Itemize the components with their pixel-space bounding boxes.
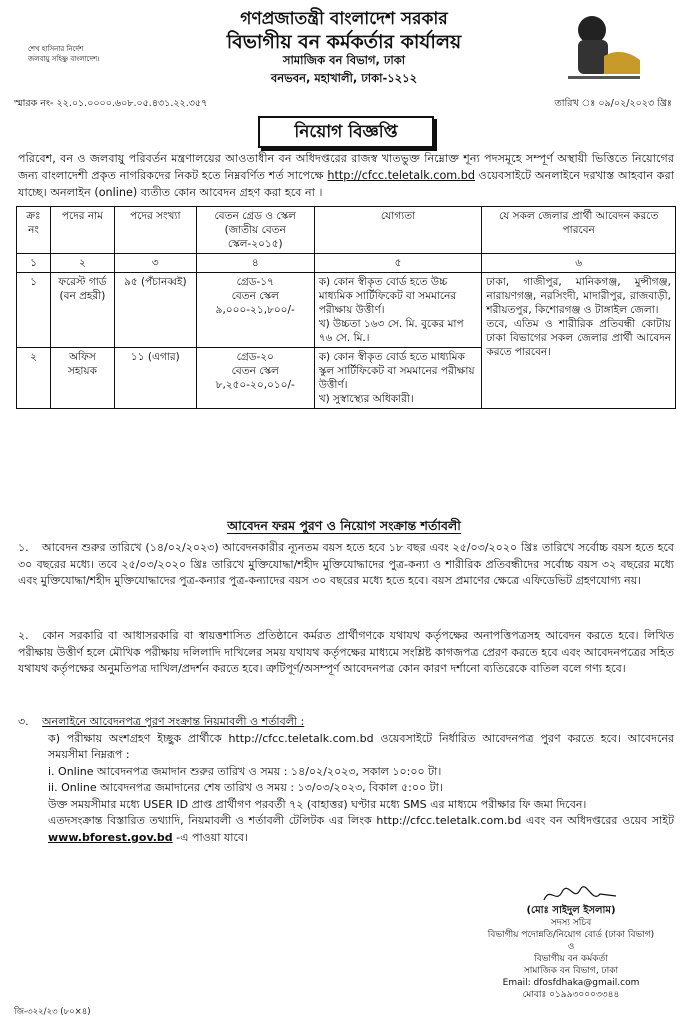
eligible-districts xyxy=(482,273,676,409)
header-government: গণপ্রজাতন্ত্রী বাংলাদেশ সরকার xyxy=(240,9,448,29)
condition-2-number: ২. xyxy=(18,629,29,642)
row-qualification-b: খ) উচ্চতা ১৬৩ সে. মি. বুকের মাপ ৭৬ সে. মি.। xyxy=(318,318,464,344)
condition-3-a-text-2: ওয়েবসাইটে নির্ধারিত আবেদনপত্র পুরণ করতে হবে। আবেদনের সময়সীমা নিম্নরূপ : xyxy=(48,731,674,761)
header-pay-scale: বেতন গ্রেড ও স্কেল (জাতীয় বেতন স্কেল-২০১৫) xyxy=(196,207,314,254)
row-qualification xyxy=(314,348,482,409)
row-scale: ৯,০০০-২১,৮০০/- xyxy=(215,304,295,316)
condition-3-a-link[interactable]: http://cfcc.teletalk.com.bd xyxy=(228,731,374,745)
row-pay xyxy=(196,273,314,348)
condition-3-more xyxy=(18,813,674,846)
row-grade: গ্রেড-২০ xyxy=(236,351,274,363)
row-post: অফিস সহায়ক xyxy=(50,348,114,409)
header-office: বিভাগীয় বন কর্মকর্তার কার্যালয় xyxy=(226,31,462,53)
intro-paragraph xyxy=(18,150,674,201)
signatory-officer: বিভাগীয় বন কর্মকর্তা xyxy=(534,954,608,964)
column-number: ১ xyxy=(17,254,51,273)
eligible-districts-quota: তবে, এতিম ও শারীরিক প্রতিবন্ধী কোটায় ঢাকা বিভাগের সকল জেলার প্রার্থী আবেদন করতে পারবেন। xyxy=(486,318,671,358)
condition-3 xyxy=(18,714,674,846)
row-post: ফরেস্ট গার্ড (বন প্রহরী) xyxy=(50,273,114,348)
column-number: ৩ xyxy=(114,254,196,273)
row-count: ১১ (এগার) xyxy=(114,348,196,409)
condition-1-number: ১. xyxy=(18,541,29,554)
condition-3-number: ৩. xyxy=(18,715,29,728)
signatory-and: ও xyxy=(567,942,575,952)
row-grade: গ্রেড-১৭ xyxy=(236,276,274,288)
row-scale: ৮,২৫০-২০,০১০/- xyxy=(215,379,295,391)
side-note-line-1: শেখ হাসিনার নির্দেশ xyxy=(28,45,84,53)
signature-block xyxy=(460,905,682,1001)
memo-number: স্মারক নং- ২২.০১.০০০০.৬০৮.০৫.৪৩১.২২.৩৫৭ xyxy=(14,98,208,109)
eligible-districts-list: ঢাকা, গাজীপুর, মানিকগঞ্জ, মুন্সীগঞ্জ, নারায়ণগঞ্জ, নরসিংদী, মাদারীপুর, রাজবাড়ী, শরীয়তপুর, কিশোরগঞ্জ ও টাঙ্গাইল জেলা। xyxy=(486,276,671,316)
condition-3-title: অনলাইনে আবেদনপত্র পুরণ সংক্রান্ত নিয়মাবলী ও শর্তাবলী : xyxy=(42,715,305,728)
condition-3-ii: ii. Online আবেদনপত্র জমাদানের শেষ তারিখ ও সময় : ১৩/০৩/২০২৩, বিকাল ৫:০০ টা। xyxy=(48,781,443,794)
condition-3-sms: উক্ত সময়সীমার মধ্যে USER ID প্রাপ্ত প্রার্থীগণ পরবর্তী ৭২ (বাহাত্তর) ঘণ্টার মধ্যে SMS এর মাধ্যমে পরীক্ষার ফি জমা দিবেন। xyxy=(48,797,587,811)
condition-2 xyxy=(18,628,674,678)
row-serial: ২ xyxy=(17,348,51,409)
row-count: ৯৫ (পঁচানব্বই) xyxy=(114,273,196,348)
condition-3-more-text-2: এবং বন অধিদপ্তরের ওয়েব সাইট xyxy=(521,814,674,827)
intro-text-2: ওয়েবসাইটে অনলাইনে দরখাস্ত আহবান করা যাচ্ছে। অনলাইন (online) ব্যতীত কোন আবেদন গ্রহণ করা হবে না । xyxy=(18,169,674,199)
condition-1 xyxy=(18,540,674,590)
condition-3-a xyxy=(18,731,674,764)
signatory-name: (মোঃ সাইদুল ইসলাম) xyxy=(526,905,616,916)
column-number: ৬ xyxy=(482,254,676,273)
row-qualification xyxy=(314,273,482,348)
signatory-email[interactable]: Email: dfosfdhaka@gmail.com xyxy=(502,978,640,988)
header-serial: ক্রঃ নং xyxy=(17,207,51,254)
conditions-title-text: আবেদন ফরম পুরণ ও নিয়োগ সংক্রান্ত শর্তাবলী xyxy=(227,518,461,533)
condition-3-i: i. Online আবেদনপত্র জমাদান শুরুর তারিখ ও সময় : ১৪/০২/২০২৩, সকাল ১০:০০ টা। xyxy=(48,764,442,778)
notice-date: তারিখ ঃ ০৯/০২/২০২৩ খ্রিঃ xyxy=(554,98,672,109)
conditions-title xyxy=(0,518,688,538)
row-qualification-b: খ) সুস্বাস্থ্যের অধিকারী। xyxy=(318,393,414,405)
column-number: ৪ xyxy=(196,254,314,273)
header-post-name: পদের নাম xyxy=(50,207,114,254)
bforest-link[interactable]: www.bforest.gov.bd xyxy=(48,830,173,844)
header-qualification: যোগ্যতা xyxy=(314,207,482,254)
column-number: ২ xyxy=(50,254,114,273)
column-number: ৫ xyxy=(314,254,482,273)
row-qualification-a: ক) কোন স্বীকৃত বোর্ড হতে উচ্চ মাধ্যমিক সার্টিফিকেট বা সমমানের পরীক্ষায় উত্তীর্ণ। xyxy=(318,276,457,316)
notice-title: নিয়োগ বিজ্ঞপ্তি xyxy=(258,116,434,148)
signatory-role: সদস্য সচিব xyxy=(550,918,592,928)
condition-3-more-text-1: এতদসংক্রান্ত বিস্তারিত তথ্যাদি, নিয়মাবলী ও শর্তাবলী টেলিটক এর লিংক xyxy=(48,814,377,827)
row-pay xyxy=(196,348,314,409)
signatory-phone: মোবাঃ ০১৯৯৩০০০৩৩৪৪ xyxy=(522,990,620,1000)
signatory-board: বিভাগীয় পদোন্নতি/নিয়োগ বোর্ড (ঢাকা বিভাগ) xyxy=(487,930,655,940)
teletalk-link[interactable]: http://cfcc.teletalk.com.bd xyxy=(327,169,475,182)
signatory-dept: সামাজিক বন বিভাগ, ঢাকা xyxy=(523,966,619,976)
table-row xyxy=(17,273,676,348)
portrait-emblem xyxy=(560,6,646,86)
footer-code: জি-৩২২/২৩ (৮০×৪) xyxy=(14,1007,91,1017)
row-serial: ১ xyxy=(17,273,51,348)
posts-table xyxy=(16,206,676,409)
row-scale-label: বেতন স্কেল xyxy=(231,290,279,302)
header-division: সামাজিক বন বিভাগ, ঢাকা xyxy=(282,53,406,67)
condition-2-text: কোন সরকারি বা আধাসরকারি বা স্বায়ত্তশাসিত প্রতিষ্ঠানে কর্মরত প্রার্থীগণকে যথাযথ কর্তৃপক্ষের অনাপত্তিপত্রসহ আবেদন করতে হবে। লিখিত পরীক্ষায় উত্তীর্ণ হলে মৌখিক পরীক্ষায় দলিলাদি দাখিলের সময় যথাযথ কর্তৃপক্ষের মাধ্যমে সংশ্লিষ্ট কাগজপত্র প্রেরণ করতে হবে এবং আবেদনপত্রের সহিত যথাযথ কর্তৃপক্ষের অনুমতিপত্র দাখিল/প্রদর্শন করতে হবে। ত্রুটিপূর্ণ/অসম্পূর্ণ আবেদনপত্র কোন কারণ দর্শানো ব্যতিরেকে বাতিল বলে গণ্য হবে। xyxy=(18,629,674,675)
condition-3-a-text-1: ক) পরীক্ষায় অংশগ্রহণ ইচ্ছুক প্রার্থীকে xyxy=(48,731,229,745)
row-qualification-a: ক) কোন স্বীকৃত বোর্ড হতে মাধ্যমিক স্কুল সার্টিফিকেট বা সমমানের পরীক্ষায় উত্তীর্ণ। xyxy=(318,351,475,391)
teletalk-link-2[interactable]: http://cfcc.teletalk.com.bd xyxy=(376,814,522,827)
header-districts: যে সকল জেলার প্রার্থী আবেদন করতে পারবেন xyxy=(482,207,676,254)
condition-3-more-text-3: -এ পাওয়া যাবে। xyxy=(172,830,248,844)
header-address: বনভবন, মহাখালী, ঢাকা-১২১২ xyxy=(270,71,418,85)
condition-1-text: আবেদন শুরুর তারিখে (১৪/০২/২০২৩) আবেদনকারীর ন্যূনতম বয়স হতে হবে ১৮ বছর এবং ২৫/০৩/২০২০ খ্রিঃ তারিখে সর্বোচ্চ বয়স হতে হবে ৩০ বছরের মধ্যে। তবে ২৫/০৩/২০২০ খ্রিঃ তারিখে মুক্তিযোদ্ধা/শহীদ মুক্তিযোদ্ধাদের পুত্র-কন্যা ও শারীরিক প্রতিবন্ধীদের সর্বোচ্চ বয়স ৩২ বছরের মধ্যে এবং মুক্তিযোদ্ধা/শহীদ মুক্তিযোদ্ধাদের পুত্র-কন্যার পুত্র-কন্যাদের বয়স ৩০ বছরের মধ্যে হতে হবে। বয়স প্রমাণের ক্ষেত্রে এফিডেভিট গ্রহণযোগ্য নয়। xyxy=(18,541,674,587)
side-note-line-2: জলবায়ু সহিষ্ণু বাংলাদেশ। xyxy=(28,55,100,63)
row-scale-label: বেতন স্কেল xyxy=(231,365,279,377)
header-post-count: পদের সংখ্যা xyxy=(114,207,196,254)
intro-text-1: পরিবেশ, বন ও জলবায়ু পরিবর্তন মন্ত্রণালয়ের আওতাধীন বন অধিদপ্তরের রাজস্ব খাতভুক্ত নিম্নোক্ত শূন্য পদসমূহে সম্পূর্ণ অস্থায়ী ভিত্তিতে নিয়োগের জন্য বাংলাদেশী প্রকৃত নাগরিকদের নিকট হতে নিম্নবর্ণিত শর্ত সাপেক্ষে xyxy=(18,152,674,182)
column-number-row xyxy=(17,254,676,273)
